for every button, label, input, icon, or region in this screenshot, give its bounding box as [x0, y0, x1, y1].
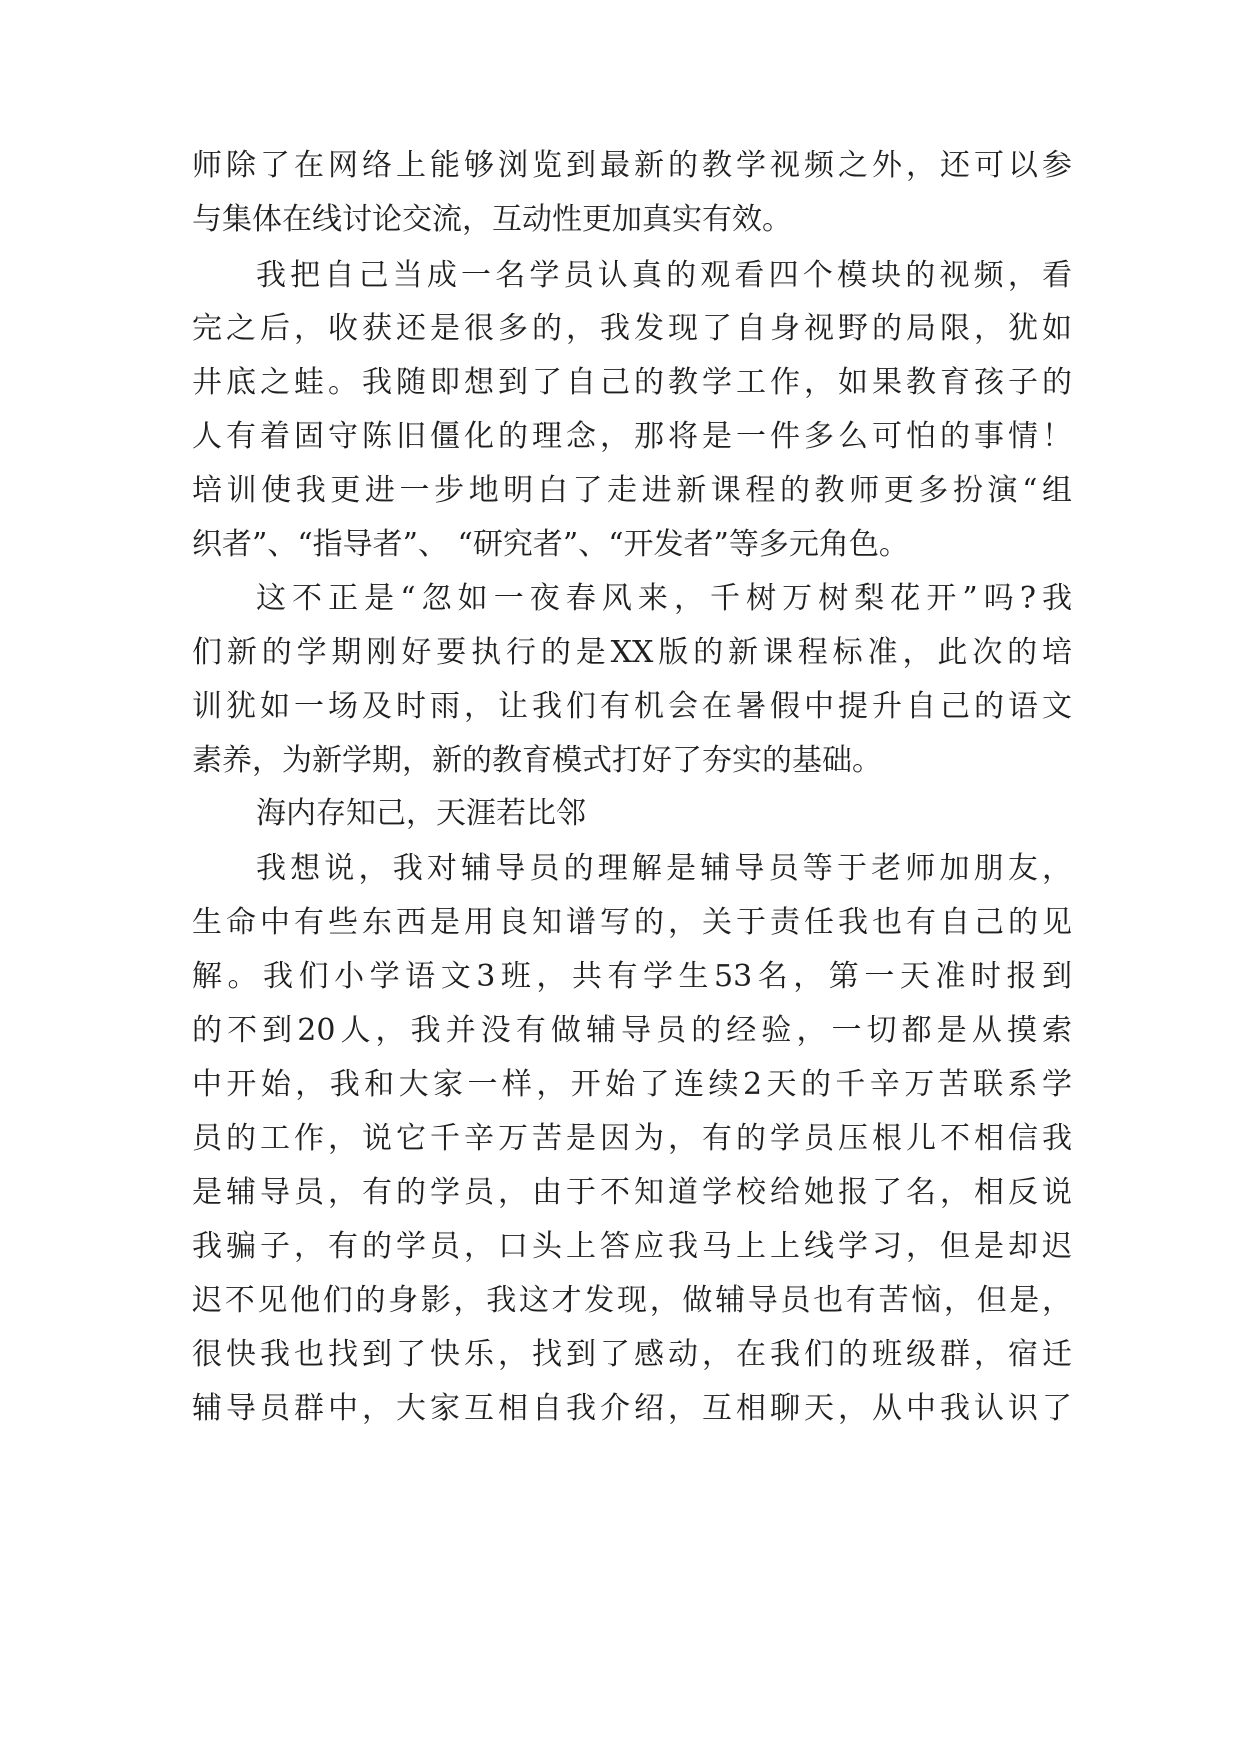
paragraph-first-line: 我想说，我对辅导员的理解是辅导员等于老师加朋友， — [256, 851, 1072, 886]
body-text-line: 织者”、“指导者”、 “研究者”、“开发者”等多元角色。 — [192, 527, 909, 562]
body-text-line: 培训使我更进一步地明白了走进新课程的教师更多扮演“组 — [192, 473, 1072, 508]
body-text-line: 完之后，收获还是很多的，我发现了自身视野的局限，犹如 — [192, 311, 1072, 346]
body-text-line: 素养，为新学期，新的教育模式打好了夯实的基础。 — [192, 743, 882, 778]
body-text-line: 井底之蛙。我随即想到了自己的教学工作，如果教育孩子的 — [192, 365, 1072, 400]
body-text-line: 是辅导员，有的学员，由于不知道学校给她报了名，相反说 — [192, 1175, 1072, 1210]
body-text-line: 们新的学期刚好要执行的是XX版的新课程标准，此次的培 — [192, 635, 1072, 670]
body-text-line: 解。我们小学语文3班，共有学生53名，第一天准时报到 — [192, 959, 1072, 994]
body-text-line: 我骗子，有的学员，口头上答应我马上上线学习，但是却迟 — [192, 1229, 1072, 1264]
paragraph-first-line: 我把自己当成一名学员认真的观看四个模块的视频，看 — [256, 258, 1072, 293]
body-text-line: 的不到20人，我并没有做辅导员的经验，一切都是从摸索 — [192, 1013, 1072, 1048]
paragraph-first-line: 这不正是“忽如一夜春风来，千树万树梨花开”吗?我 — [256, 581, 1072, 616]
body-text-line: 训犹如一场及时雨，让我们有机会在暑假中提升自己的语文 — [192, 689, 1072, 724]
body-text-line: 很快我也找到了快乐，找到了感动，在我们的班级群，宿迁 — [192, 1337, 1072, 1372]
body-text-line: 员的工作，说它千辛万苦是因为，有的学员压根儿不相信我 — [192, 1121, 1072, 1156]
body-text-line: 中开始，我和大家一样，开始了连续2天的千辛万苦联系学 — [192, 1067, 1072, 1102]
body-text-line: 师除了在网络上能够浏览到最新的教学视频之外，还可以参 — [192, 148, 1072, 183]
body-text-line: 人有着固守陈旧僵化的理念，那将是一件多么可怕的事情！ — [192, 419, 1072, 454]
body-text-line: 与集体在线讨论交流，互动性更加真实有效。 — [192, 202, 792, 237]
body-text-line: 辅导员群中，大家互相自我介绍，互相聊天，从中我认识了 — [192, 1391, 1072, 1426]
body-text-line: 生命中有些东西是用良知谱写的，关于责任我也有自己的见 — [192, 905, 1072, 940]
body-text-line: 迟不见他们的身影，我这才发现，做辅导员也有苦恼，但是， — [192, 1283, 1072, 1318]
section-heading: 海内存知己，天涯若比邻 — [256, 796, 586, 831]
